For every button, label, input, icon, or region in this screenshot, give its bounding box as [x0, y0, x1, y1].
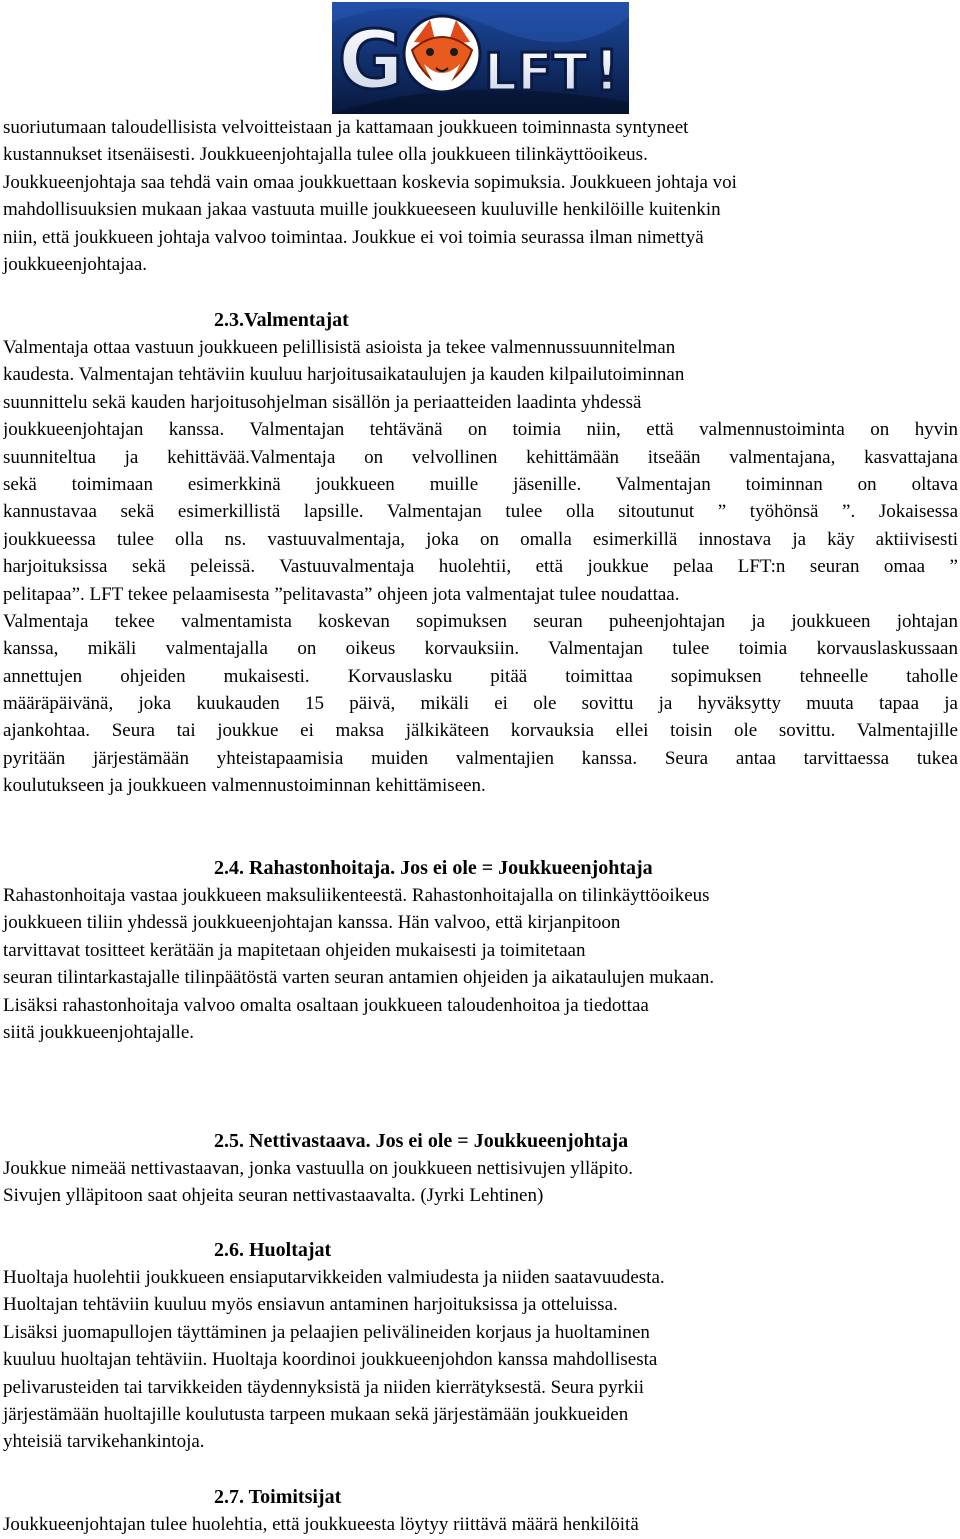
text-line: Joukkueenjohtajan tulee huolehtia, että joukkueesta löytyy riittävä määrä henkilöitä — [3, 1514, 639, 1535]
text-line: mahdollisuuksien mukaan jakaa vastuuta muille joukkueeseen kuuluville henkilöille kuitenkin — [3, 199, 721, 221]
text-line: siitä joukkueenjohtajalle. — [3, 1021, 195, 1043]
text-line: tarvittavat tositteet kerätään ja mapitetaan ohjeiden mukaisesti ja toimitetaan — [3, 939, 586, 961]
text-line: joukkueen tiliin yhdessä joukkueenjohtajan kanssa. Hän valvoo, että kirjanpitoon — [3, 912, 621, 934]
text-line: pelitapaa”. LFT tekee pelaamisesta ”pelitavasta” ohjeen jota valmentajat tulee noudattaa. — [3, 583, 680, 605]
huoltajat-paragraph — [3, 1264, 958, 1456]
text-line: koulutukseen ja joukkueen valmennustoiminnan kehittämiseen. — [3, 775, 486, 797]
text-line: seuran tilintarkastajalle tilinpäätöstä varten seuran antamien ohjeiden ja aikataulujen mukaan. — [3, 967, 715, 989]
text-line: Lisäksi juomapullojen täyttäminen ja pelaajien pelivälineiden korjaus ja huoltaminen — [3, 1321, 650, 1343]
text-line: sekä toimimaan esimerkkinä joukkueen muille jäsenille. Valmentajan toiminnan on oltava — [3, 473, 958, 495]
text-line: kustannukset itsenäisesti. Joukkueenjohtajalla tulee olla joukkueen tilinkäyttöoikeus. — [3, 144, 648, 166]
text-line: kaudesta. Valmentajan tehtäviin kuuluu harjoitusaikataulujen ja kauden kilpailutoiminnan — [3, 364, 685, 386]
text-line: joukkueenjohtajaa. — [3, 253, 148, 275]
text-line: määräpäivänä, joka kuukauden 15 päivä, mikäli ei ole sovittu ja hyväksytty muuta tapaa ja — [3, 693, 958, 715]
section-heading-huoltajat: 2.6. Huoltajat — [214, 1239, 332, 1261]
text-line: Rahastonhoitaja vastaa joukkueen maksuliikenteestä. Rahastonhoitajalla on tilinkäyttöoikeus — [3, 885, 710, 906]
text-line: pelivarusteiden tai tarvikkeiden täydennyksistä ja niiden kierrätyksestä. Seura pyrkii — [3, 1376, 645, 1398]
toimitsijat-paragraph — [3, 1511, 958, 1538]
text-line: joukkueenjohtajan kanssa. Valmentajan tehtävänä on toimia niin, että valmennustoiminta on hyvin — [3, 419, 958, 441]
valmentajat-paragraph — [3, 334, 958, 800]
text-line: Sivujen ylläpitoon saat ohjeita seuran nettivastaavalta. (Jyrki Lehtinen) — [3, 1185, 544, 1207]
text-line: kanssa, mikäli valmentajalla on oikeus korvauksiin. Valmentajan tulee toimia korvauslaskussaan — [3, 638, 958, 660]
svg-text:G: G — [338, 14, 404, 107]
rahastonhoitaja-paragraph — [3, 882, 958, 1046]
text-line: Valmentaja ottaa vastuun joukkueen pelillisistä asioista ja tekee valmennussuunnitelman — [3, 337, 676, 358]
text-line: pyritään järjestämään yhteistapaamisia muiden valmentajien kanssa. Seura antaa tarvittaessa tukea — [3, 747, 958, 769]
svg-text:!: ! — [594, 39, 620, 104]
text-line: niin, että joukkueen johtaja valvoo toimintaa. Joukkue ei voi toimia seurassa ilman nimettyä — [3, 226, 704, 248]
section-heading-toimitsijat: 2.7. Toimitsijat — [214, 1486, 342, 1508]
text-line: harjoituksissa sekä peleissä. Vastuuvalmentaja huolehtii, että joukkue pelaa LFT:n seuran omaa ” — [3, 556, 958, 578]
text-line: joukkueessa tulee olla ns. vastuuvalmentaja, joka on omalla esimerkillä innostava ja käy aktiivisesti — [3, 528, 958, 550]
golft-logo — [332, 2, 629, 114]
section-heading-valmentajat: 2.3.Valmentajat — [214, 309, 349, 331]
text-line: suunnittelu sekä kauden harjoitusohjelman sisällön ja periaatteiden laadinta yhdessä — [3, 391, 642, 413]
section-heading-nettivastaava: 2.5. Nettivastaava. Jos ei ole = Joukkueenjohtaja — [214, 1130, 629, 1152]
text-line: Huoltaja huolehtii joukkueen ensiaputarvikkeiden valmiudesta ja niiden saatavuudesta. — [3, 1267, 665, 1288]
golft-logo-graphic — [332, 2, 629, 114]
text-line: järjestämään huoltajille koulutusta tarpeen mukaan sekä järjestämään joukkueiden — [3, 1403, 629, 1425]
text-line: Valmentaja tekee valmentamista koskevan sopimuksen seuran puheenjohtajan ja joukkueen johtajan — [3, 610, 958, 632]
text-line: kuuluu huoltajan tehtäviin. Huoltaja koordinoi joukkueenjohdon kanssa mahdollisesta — [3, 1349, 658, 1371]
intro-paragraph — [3, 114, 958, 278]
text-line: Lisäksi rahastonhoitaja valvoo omalta osaltaan joukkueen taloudenhoitoa ja tiedottaa — [3, 994, 649, 1016]
section-heading-rahastonhoitaja: 2.4. Rahastonhoitaja. Jos ei ole = Joukkueenjohtaja — [214, 857, 653, 879]
text-line: suunniteltua ja kehittävää.Valmentaja on velvollinen kehittämään itseään valmentajana, kasvattajana — [3, 446, 958, 468]
fox-mascot-icon — [404, 16, 480, 92]
logo-lettering: LFT — [484, 43, 589, 103]
nettivastaava-paragraph — [3, 1155, 958, 1210]
text-line: ajankohtaa. Seura tai joukkue ei maksa jälkikäteen korvauksia ellei toisin ole sovittu. Valmentajille — [3, 720, 958, 742]
text-line: yhteisiä tarvikehankintoja. — [3, 1431, 205, 1453]
text-line: Huoltajan tehtäviin kuuluu myös ensiavun antaminen harjoituksissa ja otteluissa. — [3, 1294, 618, 1316]
text-line: annettujen ohjeiden mukaisesti. Korvauslasku pitää toimittaa sopimuksen tehneelle taholle — [3, 665, 958, 687]
text-line: kannustavaa sekä esimerkillistä lapsille. Valmentajan tulee olla sitoutunut ” työhönsä ”. Jokaisessa — [3, 501, 958, 523]
text-line: Joukkueenjohtaja saa tehdä vain omaa joukkuettaan koskevia sopimuksia. Joukkueen johtaja voi — [3, 171, 737, 193]
text-line: Joukkue nimeää nettivastaavan, jonka vastuulla on joukkueen nettisivujen ylläpito. — [3, 1158, 634, 1179]
text-line: suoriutumaan taloudellisista velvoitteistaan ja kattamaan joukkueen toiminnasta syntyneet — [3, 117, 689, 138]
